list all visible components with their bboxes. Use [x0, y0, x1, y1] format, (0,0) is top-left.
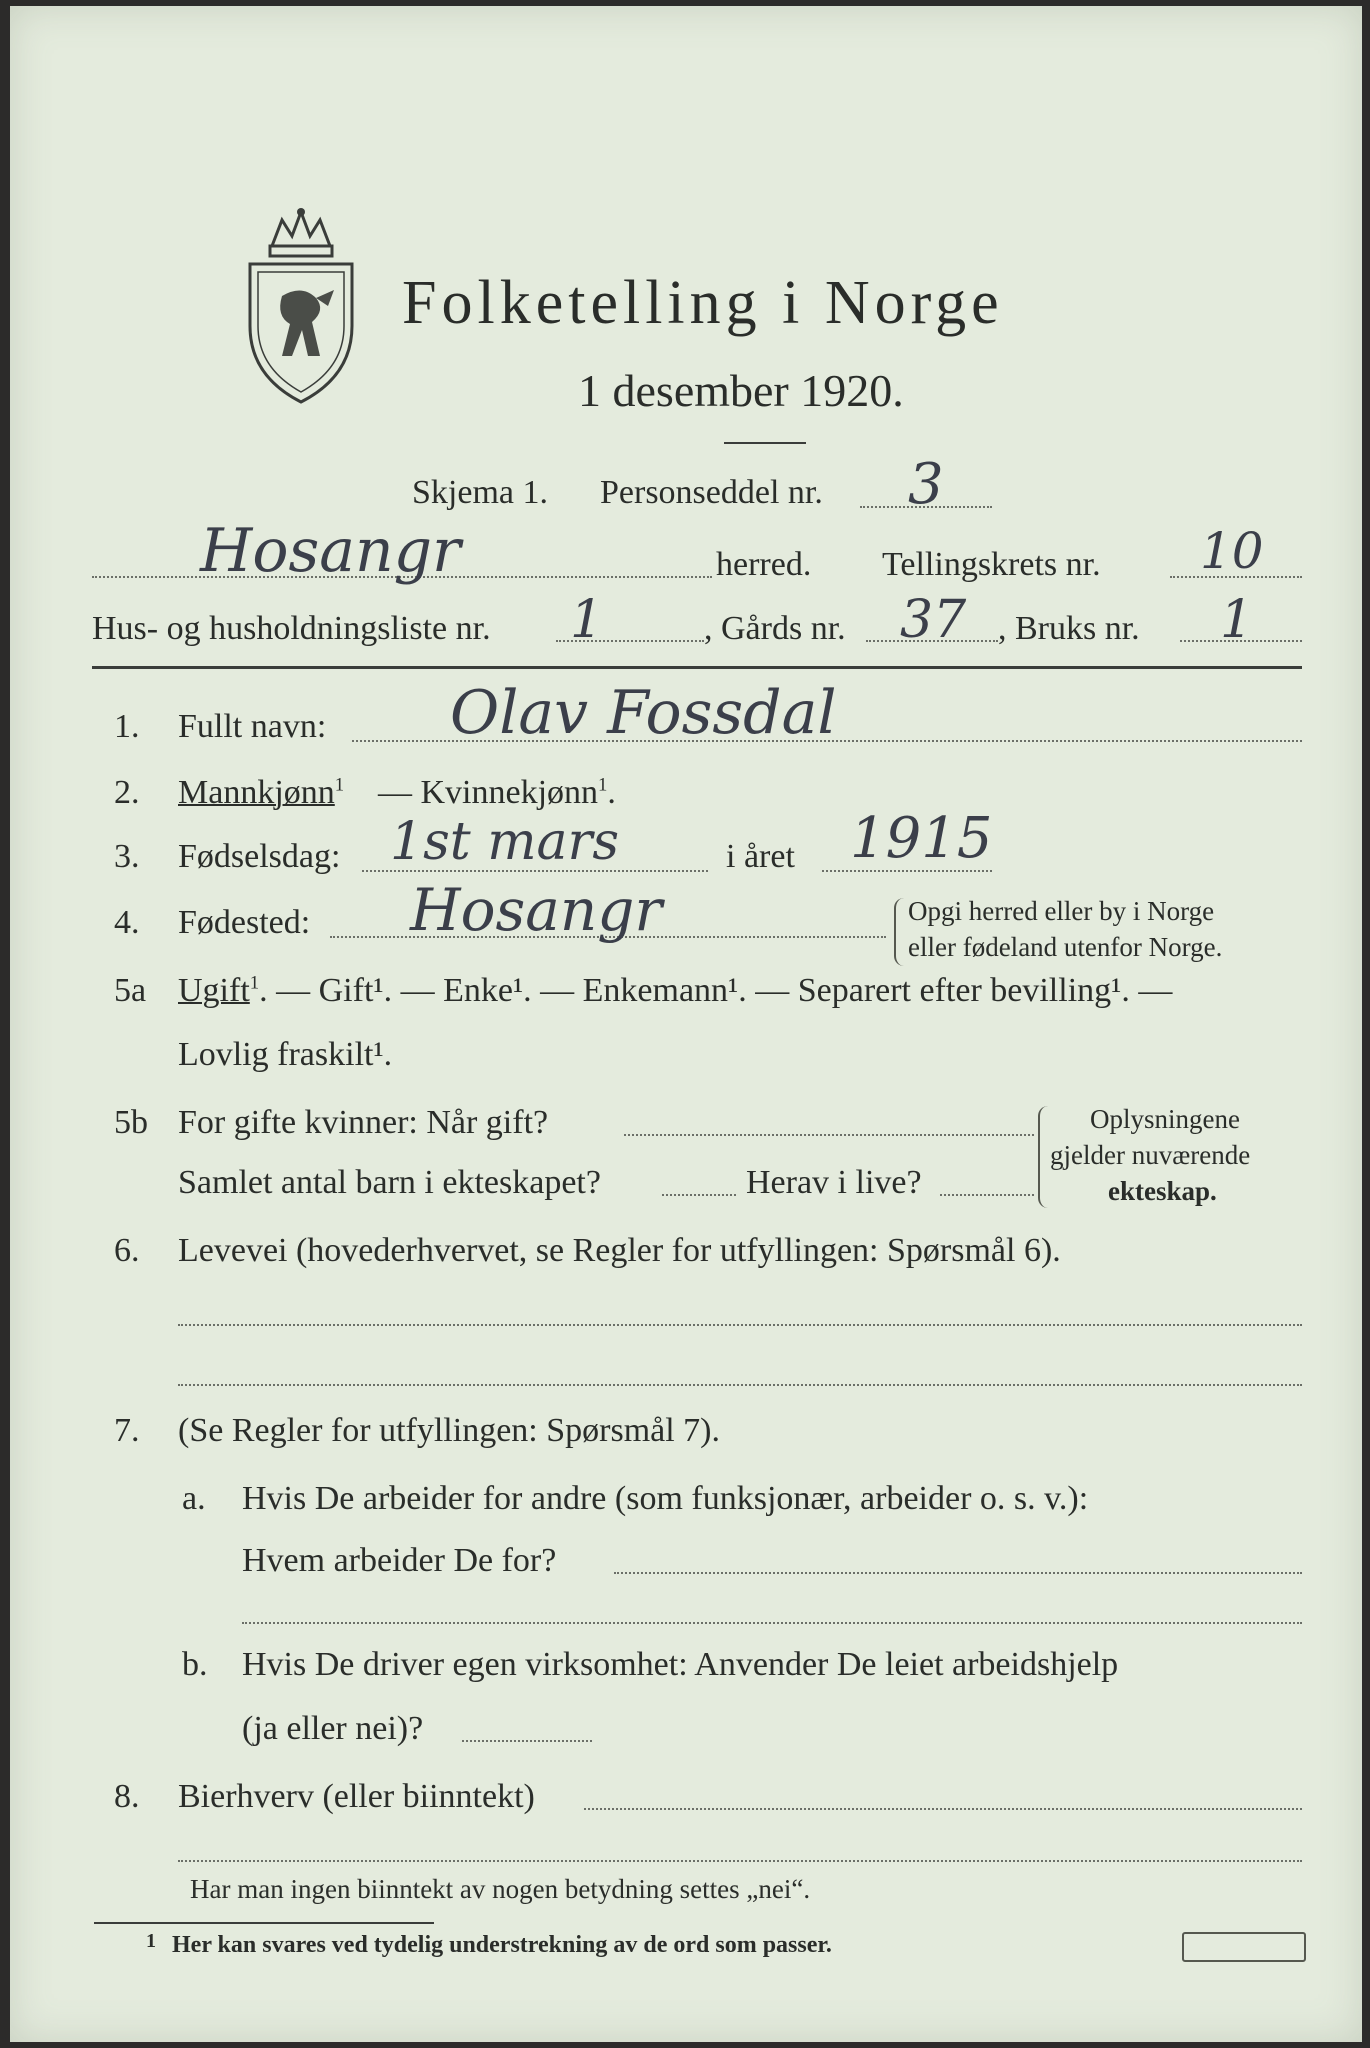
q7-label: (Se Regler for utfyllingen: Spørsmål 7). — [178, 1412, 721, 1449]
q5b-note2: gjelder nuværende — [1050, 1140, 1251, 1170]
header-separator — [92, 666, 1302, 669]
q4-value[interactable]: Hosangr — [410, 876, 663, 944]
q3-label: Fødselsdag: — [178, 838, 341, 875]
q2-option-male[interactable]: Mannkjønn$^1$ — [178, 774, 345, 811]
hus-value[interactable]: 1 — [570, 590, 604, 650]
title-divider — [724, 442, 806, 444]
q4-note-line1: Opgi herred eller by i Norge — [908, 896, 1215, 926]
q5a-line2: Lovlig fraskilt¹. — [178, 1036, 393, 1073]
tellingskrets-label: Tellingskrets nr. — [882, 546, 1101, 583]
q6-answer-line2 — [178, 1384, 1302, 1386]
q5b-note3: ekteskap. — [1108, 1176, 1217, 1206]
hus-label: Hus- og husholdningsliste nr. — [92, 610, 491, 647]
q1-label: Fullt navn: — [178, 708, 327, 745]
printer-stamp — [1182, 1932, 1306, 1962]
q5b-line2b: Herav i live? — [746, 1164, 922, 1201]
q5b-line2a: Samlet antal barn i ekteskapet? — [178, 1164, 601, 1201]
q7b-answer-line — [462, 1740, 592, 1742]
q4-note-line2: eller fødeland utenfor Norge. — [908, 932, 1223, 962]
q7a-letter: a. — [182, 1480, 206, 1517]
q4-number: 4. — [114, 904, 140, 941]
q6-number: 6. — [114, 1232, 140, 1269]
q5b-line1: For gifte kvinner: Når gift? — [178, 1104, 549, 1141]
q4-label: Fødested: — [178, 904, 311, 941]
q2-number: 2. — [114, 774, 140, 811]
q5b-children-line — [662, 1194, 736, 1196]
q7a-label: Hvis De arbeider for andre (som funksjonær, arbeider o. s. v.): — [242, 1480, 1089, 1517]
q3-number: 3. — [114, 838, 140, 875]
q5b-number: 5b — [114, 1104, 148, 1141]
bruks-value[interactable]: 1 — [1220, 590, 1254, 650]
q5a-number: 5a — [114, 972, 147, 1009]
q7a-line2: Hvem arbeider De for? — [242, 1542, 557, 1579]
q7b-letter: b. — [182, 1646, 208, 1683]
q3-year-label: i året — [726, 838, 795, 875]
q5a-ugift: Ugift — [178, 972, 250, 1009]
q7b-label: Hvis De driver egen virksomhet: Anvender De leiet arbeidshjelp — [242, 1646, 1119, 1683]
q2-option-female[interactable]: — Kvinnekjønn$^1$. — [378, 774, 616, 811]
q8-label: Bierhverv (eller biinntekt) — [178, 1778, 535, 1815]
q5b-note1: Oplysningene — [1090, 1104, 1240, 1134]
q7b-line2: (ja eller nei)? — [242, 1710, 424, 1747]
bruks-label: , Bruks nr. — [998, 610, 1140, 647]
q5a-other-options: . — Gift¹. — Enke¹. — Enkemann¹. — Separert efter bevilling¹. — — [259, 972, 1173, 1009]
q2-male-text: Mannkjønn — [178, 774, 335, 811]
tellingskrets-value[interactable]: 10 — [1200, 522, 1264, 580]
q6-label: Levevei (hovederhvervet, se Regler for utfyllingen: Spørsmål 6). — [178, 1232, 1061, 1269]
gards-value[interactable]: 37 — [900, 590, 967, 650]
personseddel-label: Personseddel nr. — [600, 474, 823, 511]
gards-label: , Gårds nr. — [704, 610, 846, 647]
footnote-rule — [94, 1922, 434, 1924]
herred-value[interactable]: Hosangr — [200, 516, 461, 586]
q4-note-bracket — [894, 898, 904, 966]
coat-of-arms-icon — [242, 206, 360, 406]
q8-number: 8. — [114, 1778, 140, 1815]
q5b-note-bracket — [1038, 1106, 1050, 1208]
census-form-sheet — [10, 6, 1362, 2042]
q2-female-text: — Kvinnekjønn — [378, 774, 599, 811]
q8-answer-line2 — [178, 1860, 1302, 1862]
q8-note: Har man ingen biinntekt av nogen betydning settes „nei“. — [190, 1874, 811, 1904]
q3-value[interactable]: 1st mars — [390, 812, 620, 872]
census-date: 1 desember 1920. — [578, 365, 904, 416]
q1-value[interactable]: Olav Fossdal — [450, 678, 837, 748]
q7a-answer-line — [614, 1572, 1302, 1574]
q6-answer-line1 — [178, 1324, 1302, 1326]
q1-number: 1. — [114, 708, 140, 745]
q7-number: 7. — [114, 1412, 140, 1449]
schema-label: Skjema 1. — [412, 474, 548, 511]
q5b-married-line — [624, 1134, 1034, 1136]
q7a-answer-line2 — [242, 1622, 1302, 1624]
footnote-text: Her kan svares ved tydelig understrekning av de ord som passer. — [172, 1932, 832, 1958]
q8-answer-line — [584, 1808, 1302, 1810]
q3-year-value[interactable]: 1915 — [850, 806, 993, 871]
q5b-alive-line — [940, 1194, 1034, 1196]
footnote-mark: 1 — [146, 1930, 156, 1952]
form-title: Folketelling i Norge — [402, 269, 1004, 337]
q5a-options[interactable]: Ugift$^1$. — Gift¹. — Enke¹. — Enkemann¹. — Separert efter bevilling¹. — — [178, 972, 1173, 1009]
personseddel-value[interactable]: 3 — [908, 452, 944, 517]
herred-label: herred. — [716, 546, 812, 583]
